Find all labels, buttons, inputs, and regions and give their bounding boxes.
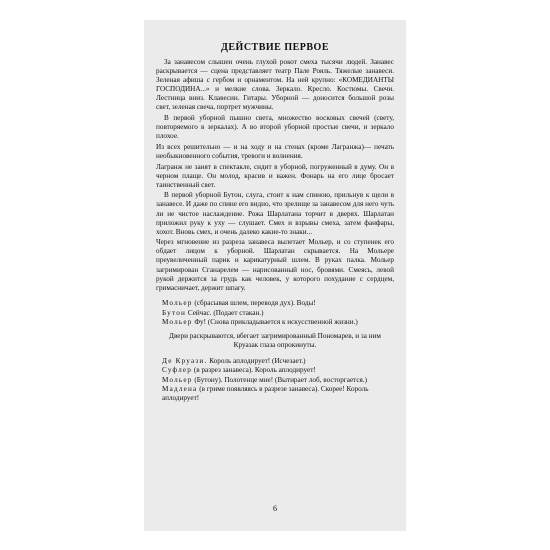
paragraph: Из всех решительно — и на ходу и на стенах (кроме Лагранжа)— печать необыкновенного события, тревоги и волнения. [156, 142, 394, 160]
dialogue-line [156, 299, 394, 308]
paragraph: Через мгновение из разреза занавеса вылетает Мольер, и со ступенек его обдает лицом к уборной. Шарлатан скрывается. На Мольере преувеличенный парик и карикатурный шлем. В руках палка. Мольер загримирован Сганарелем — нарисованный нос, бровями. Смеясь, левой рукой держится за грудь как человек, у которого похудание с сердцем, гримасничает, держит шпагу. [156, 238, 394, 292]
speaker: Де Круази. [162, 356, 208, 365]
speaker: Суфлер [162, 366, 193, 375]
paragraph: Лагранж не занят в спектакле, сидит в уборной, погруженный в думу. Он в черном плаще. Он молод, красив и важен. Фонарь на его лице бросает таинственный свет. [156, 162, 394, 189]
paragraph: За занавесом слышен очень глухой рокот смеха тысячи людей. Занавес раскрывается — сцена представляет театр Пале Рояль. Тяжелые занавеси. Зеленая афиша с гербом и орнаментом. На ней крупно: «КОМЕДИАНТЫ ГОСПОДИНА...» и мелкие слова. Зеркало. Кресло. Костюмы. Свечи. Лестница вниз. Клавесин. Гитары. Уборной — доносится большой розы свет, зеленая свеча, портрет мужчины. [156, 58, 394, 112]
speaker: Мадлена [162, 384, 198, 393]
paragraph: В первой уборной пышно света, множество восковых свечей (свету, повторяемого в зеркалах). А во второй уборной простые свечи, и зеркало плохое. [156, 114, 394, 141]
speaker: Мольер [162, 299, 193, 308]
line-text: Фу! (Снова прикладывается к искусственной жизни.) [194, 317, 358, 326]
dialogue-block-2 [156, 357, 394, 403]
line-text: (в разрез занавеса). Король аплодирует! [193, 366, 316, 375]
dialogue-line [156, 376, 394, 385]
line-text: Король аплодирует! (Исчезает.) [209, 356, 306, 365]
speaker: Мольер [162, 317, 193, 326]
line-text: (в гриме появляясь в разрезе занавеса). Скорее! Король аплодирует! [162, 384, 369, 403]
dialogue-line [156, 309, 394, 318]
dialogue-block-1 [156, 299, 394, 327]
act-title: ДЕЙСТВИЕ ПЕРВОЕ [220, 42, 329, 53]
speaker: Мольер [162, 375, 193, 384]
page-number: 6 [273, 504, 277, 513]
dialogue-line [156, 366, 394, 375]
line-text: (сбрасывая шлем, переводя дух). Воды! [194, 299, 316, 308]
dialogue-line [156, 385, 394, 404]
line-text: (Бутону). Полотенце мне! (Вытирает лоб, восторгается.) [194, 375, 368, 384]
speaker: Бутон [162, 308, 187, 317]
line-text: Сейчас. (Подает стакан.) [187, 308, 264, 317]
dialogue-line [156, 318, 394, 327]
dialogue-line [156, 357, 394, 366]
book-page [144, 20, 406, 531]
stage-direction: Двери раскрываются, вбегает загримированный Пономарев, и за ним Круазак глаза опрокинуты. [169, 332, 381, 350]
paragraph: В первой уборной Бутон, слуга, стоит к нам спиною, прильнув к щели в занавесе. И даже по спине его видно, что зрелище за занавесом для него чуть ли не чистое наслаждение. Рожа Шарлатана торчит в дверях. Шарлатан приложил руку к уху — слушает. Смех и взрывы смеха, затем фанфары, хохот. Вновь смех, и очень далеко какие-то знаки... [156, 191, 394, 236]
